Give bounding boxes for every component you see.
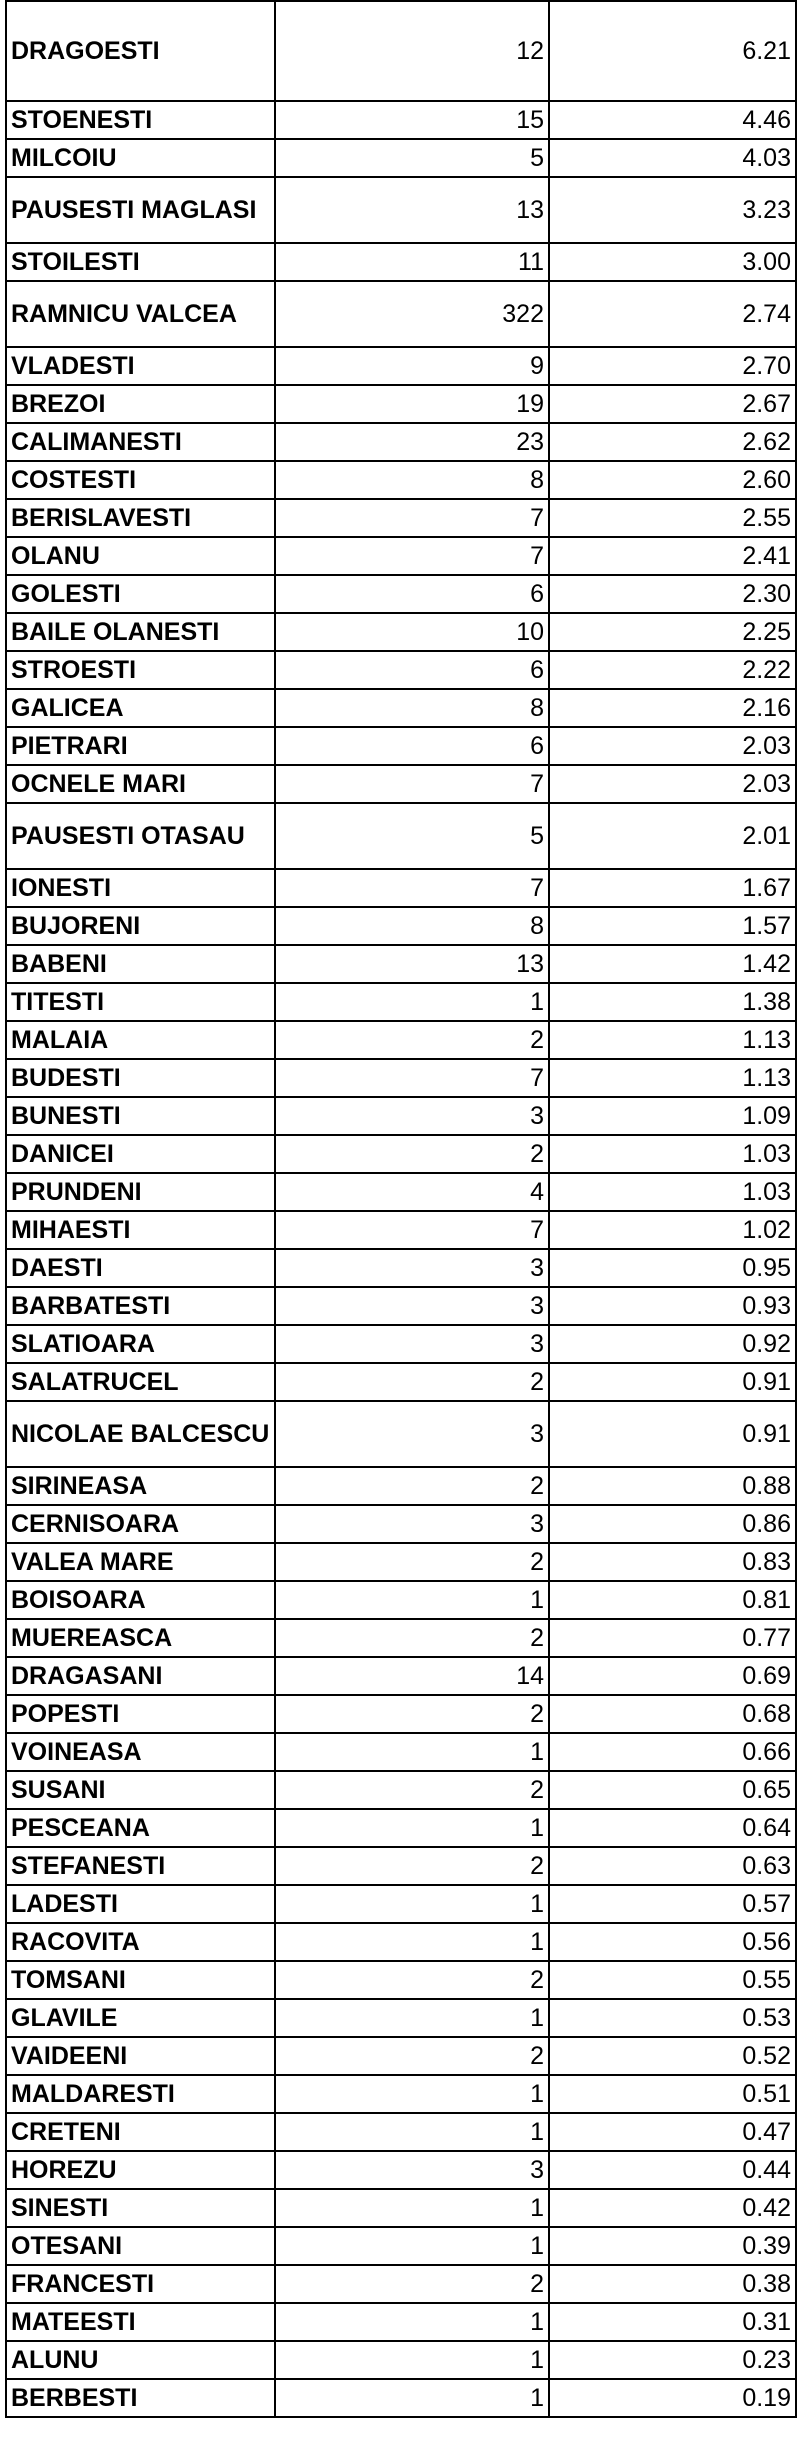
table-row <box>6 2379 796 2417</box>
count-cell: 3 <box>275 1505 549 1543</box>
table-row <box>6 1287 796 1325</box>
count-cell: 1 <box>275 1581 549 1619</box>
count-cell: 2 <box>275 1467 549 1505</box>
count-cell: 7 <box>275 869 549 907</box>
table-row <box>6 347 796 385</box>
table-row <box>6 1733 796 1771</box>
locality-name-cell: CERNISOARA <box>6 1505 275 1543</box>
table-row <box>6 1467 796 1505</box>
value-cell: 0.23 <box>549 2341 796 2379</box>
locality-name-cell: MATEESTI <box>6 2303 275 2341</box>
value-cell: 0.93 <box>549 1287 796 1325</box>
locality-name-cell: VOINEASA <box>6 1733 275 1771</box>
count-cell: 2 <box>275 1135 549 1173</box>
locality-name-cell: STROESTI <box>6 651 275 689</box>
count-cell: 2 <box>275 2265 549 2303</box>
table-row <box>6 1401 796 1467</box>
locality-name-cell: BERBESTI <box>6 2379 275 2417</box>
locality-name-cell: POPESTI <box>6 1695 275 1733</box>
count-cell: 8 <box>275 907 549 945</box>
table-row <box>6 1135 796 1173</box>
locality-name-cell: SINESTI <box>6 2189 275 2227</box>
count-cell: 7 <box>275 499 549 537</box>
table-row <box>6 1059 796 1097</box>
locality-name-cell: MUEREASCA <box>6 1619 275 1657</box>
count-cell: 6 <box>275 727 549 765</box>
value-cell: 1.09 <box>549 1097 796 1135</box>
count-cell: 9 <box>275 347 549 385</box>
locality-name-cell: SLATIOARA <box>6 1325 275 1363</box>
table-row <box>6 139 796 177</box>
locality-name-cell: MALDARESTI <box>6 2075 275 2113</box>
table-row <box>6 727 796 765</box>
table-row <box>6 2113 796 2151</box>
table-row <box>6 2303 796 2341</box>
table-row <box>6 575 796 613</box>
count-cell: 1 <box>275 1809 549 1847</box>
table-body <box>6 1 796 2417</box>
value-cell: 0.68 <box>549 1695 796 1733</box>
locality-name-cell: BARBATESTI <box>6 1287 275 1325</box>
value-cell: 0.66 <box>549 1733 796 1771</box>
count-cell: 2 <box>275 1543 549 1581</box>
value-cell: 0.56 <box>549 1923 796 1961</box>
locality-name-cell: VAIDEENI <box>6 2037 275 2075</box>
table-row <box>6 907 796 945</box>
locality-name-cell: BABENI <box>6 945 275 983</box>
table-row <box>6 1211 796 1249</box>
table-row <box>6 689 796 727</box>
value-cell: 0.65 <box>549 1771 796 1809</box>
value-cell: 0.64 <box>549 1809 796 1847</box>
value-cell: 0.55 <box>549 1961 796 1999</box>
count-cell: 1 <box>275 983 549 1021</box>
locality-name-cell: CRETENI <box>6 2113 275 2151</box>
locality-name-cell: OCNELE MARI <box>6 765 275 803</box>
count-cell: 7 <box>275 1059 549 1097</box>
locality-name-cell: CALIMANESTI <box>6 423 275 461</box>
count-cell: 2 <box>275 1961 549 1999</box>
value-cell: 0.92 <box>549 1325 796 1363</box>
locality-name-cell: PESCEANA <box>6 1809 275 1847</box>
count-cell: 2 <box>275 1771 549 1809</box>
table-row <box>6 1363 796 1401</box>
table-row <box>6 177 796 243</box>
count-cell: 2 <box>275 1363 549 1401</box>
table-row <box>6 2189 796 2227</box>
table-row <box>6 1999 796 2037</box>
value-cell: 2.74 <box>549 281 796 347</box>
count-cell: 1 <box>275 2303 549 2341</box>
value-cell: 2.41 <box>549 537 796 575</box>
value-cell: 0.63 <box>549 1847 796 1885</box>
count-cell: 1 <box>275 2379 549 2417</box>
count-cell: 2 <box>275 2037 549 2075</box>
value-cell: 0.53 <box>549 1999 796 2037</box>
count-cell: 12 <box>275 1 549 101</box>
locality-name-cell: DAESTI <box>6 1249 275 1287</box>
value-cell: 1.02 <box>549 1211 796 1249</box>
count-cell: 4 <box>275 1173 549 1211</box>
count-cell: 2 <box>275 1847 549 1885</box>
count-cell: 1 <box>275 1923 549 1961</box>
locality-name-cell: BREZOI <box>6 385 275 423</box>
locality-name-cell: MALAIA <box>6 1021 275 1059</box>
value-cell: 0.57 <box>549 1885 796 1923</box>
value-cell: 0.39 <box>549 2227 796 2265</box>
locality-name-cell: OLANU <box>6 537 275 575</box>
locality-name-cell: BAILE OLANESTI <box>6 613 275 651</box>
value-cell: 0.95 <box>549 1249 796 1287</box>
count-cell: 10 <box>275 613 549 651</box>
table-row <box>6 2075 796 2113</box>
value-cell: 2.03 <box>549 727 796 765</box>
locality-name-cell: HOREZU <box>6 2151 275 2189</box>
value-cell: 0.83 <box>549 1543 796 1581</box>
value-cell: 0.38 <box>549 2265 796 2303</box>
value-cell: 4.03 <box>549 139 796 177</box>
count-cell: 1 <box>275 1733 549 1771</box>
table-row <box>6 983 796 1021</box>
table-row <box>6 461 796 499</box>
locality-name-cell: PRUNDENI <box>6 1173 275 1211</box>
count-cell: 19 <box>275 385 549 423</box>
count-cell: 15 <box>275 101 549 139</box>
table-row <box>6 2227 796 2265</box>
locality-name-cell: RAMNICU VALCEA <box>6 281 275 347</box>
value-cell: 2.70 <box>549 347 796 385</box>
table-row <box>6 1505 796 1543</box>
table-row <box>6 1 796 101</box>
locality-name-cell: BUDESTI <box>6 1059 275 1097</box>
value-cell: 1.03 <box>549 1173 796 1211</box>
value-cell: 2.55 <box>549 499 796 537</box>
locality-name-cell: DANICEI <box>6 1135 275 1173</box>
locality-name-cell: STEFANESTI <box>6 1847 275 1885</box>
count-cell: 13 <box>275 177 549 243</box>
table-row <box>6 1249 796 1287</box>
table-row <box>6 1847 796 1885</box>
value-cell: 1.42 <box>549 945 796 983</box>
locality-name-cell: LADESTI <box>6 1885 275 1923</box>
value-cell: 2.25 <box>549 613 796 651</box>
locality-name-cell: STOENESTI <box>6 101 275 139</box>
locality-name-cell: STOILESTI <box>6 243 275 281</box>
count-cell: 2 <box>275 1619 549 1657</box>
table-row <box>6 1923 796 1961</box>
locality-name-cell: SUSANI <box>6 1771 275 1809</box>
value-cell: 2.01 <box>549 803 796 869</box>
locality-name-cell: PAUSESTI MAGLASI <box>6 177 275 243</box>
locality-name-cell: GALICEA <box>6 689 275 727</box>
value-cell: 2.62 <box>549 423 796 461</box>
locality-name-cell: DRAGOESTI <box>6 1 275 101</box>
table-row <box>6 1543 796 1581</box>
table-row <box>6 651 796 689</box>
table-row <box>6 1885 796 1923</box>
value-cell: 2.03 <box>549 765 796 803</box>
value-cell: 2.67 <box>549 385 796 423</box>
table-row <box>6 2341 796 2379</box>
count-cell: 2 <box>275 1021 549 1059</box>
data-table <box>5 0 797 2418</box>
value-cell: 4.46 <box>549 101 796 139</box>
locality-name-cell: TITESTI <box>6 983 275 1021</box>
value-cell: 0.51 <box>549 2075 796 2113</box>
table-row <box>6 1097 796 1135</box>
value-cell: 0.47 <box>549 2113 796 2151</box>
count-cell: 8 <box>275 461 549 499</box>
count-cell: 3 <box>275 1287 549 1325</box>
value-cell: 0.31 <box>549 2303 796 2341</box>
count-cell: 1 <box>275 2227 549 2265</box>
count-cell: 322 <box>275 281 549 347</box>
value-cell: 2.60 <box>549 461 796 499</box>
count-cell: 1 <box>275 1885 549 1923</box>
count-cell: 2 <box>275 1695 549 1733</box>
value-cell: 1.13 <box>549 1021 796 1059</box>
table-row <box>6 765 796 803</box>
table-row <box>6 1695 796 1733</box>
value-cell: 1.67 <box>549 869 796 907</box>
table-row <box>6 385 796 423</box>
locality-name-cell: SIRINEASA <box>6 1467 275 1505</box>
value-cell: 2.16 <box>549 689 796 727</box>
value-cell: 0.52 <box>549 2037 796 2075</box>
locality-name-cell: BUJORENI <box>6 907 275 945</box>
locality-name-cell: ALUNU <box>6 2341 275 2379</box>
count-cell: 14 <box>275 1657 549 1695</box>
table-row <box>6 281 796 347</box>
count-cell: 23 <box>275 423 549 461</box>
table-row <box>6 101 796 139</box>
count-cell: 7 <box>275 1211 549 1249</box>
locality-name-cell: IONESTI <box>6 869 275 907</box>
table-row <box>6 1657 796 1695</box>
value-cell: 1.13 <box>549 1059 796 1097</box>
locality-name-cell: PAUSESTI OTASAU <box>6 803 275 869</box>
locality-name-cell: RACOVITA <box>6 1923 275 1961</box>
count-cell: 1 <box>275 2075 549 2113</box>
table-row <box>6 945 796 983</box>
locality-name-cell: MILCOIU <box>6 139 275 177</box>
count-cell: 5 <box>275 139 549 177</box>
locality-name-cell: TOMSANI <box>6 1961 275 1999</box>
count-cell: 6 <box>275 651 549 689</box>
locality-name-cell: BUNESTI <box>6 1097 275 1135</box>
locality-name-cell: DRAGASANI <box>6 1657 275 1695</box>
table-row <box>6 1619 796 1657</box>
locality-name-cell: BERISLAVESTI <box>6 499 275 537</box>
table-row <box>6 2037 796 2075</box>
count-cell: 3 <box>275 1097 549 1135</box>
table-row <box>6 1021 796 1059</box>
value-cell: 3.00 <box>549 243 796 281</box>
value-cell: 0.86 <box>549 1505 796 1543</box>
value-cell: 0.81 <box>549 1581 796 1619</box>
table-row <box>6 537 796 575</box>
value-cell: 0.19 <box>549 2379 796 2417</box>
locality-name-cell: COSTESTI <box>6 461 275 499</box>
value-cell: 0.77 <box>549 1619 796 1657</box>
locality-name-cell: GOLESTI <box>6 575 275 613</box>
value-cell: 3.23 <box>549 177 796 243</box>
table-row <box>6 499 796 537</box>
value-cell: 6.21 <box>549 1 796 101</box>
locality-name-cell: MIHAESTI <box>6 1211 275 1249</box>
value-cell: 0.91 <box>549 1401 796 1467</box>
table-row <box>6 2265 796 2303</box>
table-row <box>6 1581 796 1619</box>
value-cell: 0.69 <box>549 1657 796 1695</box>
count-cell: 11 <box>275 243 549 281</box>
count-cell: 3 <box>275 1401 549 1467</box>
locality-name-cell: BOISOARA <box>6 1581 275 1619</box>
value-cell: 0.42 <box>549 2189 796 2227</box>
count-cell: 1 <box>275 2113 549 2151</box>
value-cell: 0.88 <box>549 1467 796 1505</box>
count-cell: 8 <box>275 689 549 727</box>
table-row <box>6 869 796 907</box>
locality-name-cell: SALATRUCEL <box>6 1363 275 1401</box>
value-cell: 1.38 <box>549 983 796 1021</box>
value-cell: 0.91 <box>549 1363 796 1401</box>
count-cell: 6 <box>275 575 549 613</box>
count-cell: 1 <box>275 1999 549 2037</box>
value-cell: 2.22 <box>549 651 796 689</box>
table-row <box>6 243 796 281</box>
count-cell: 3 <box>275 1325 549 1363</box>
table-row <box>6 1173 796 1211</box>
value-cell: 2.30 <box>549 575 796 613</box>
table-row <box>6 1325 796 1363</box>
value-cell: 1.03 <box>549 1135 796 1173</box>
locality-name-cell: VALEA MARE <box>6 1543 275 1581</box>
locality-name-cell: PIETRARI <box>6 727 275 765</box>
table-row <box>6 1809 796 1847</box>
table-row <box>6 1771 796 1809</box>
count-cell: 3 <box>275 1249 549 1287</box>
count-cell: 1 <box>275 2341 549 2379</box>
count-cell: 5 <box>275 803 549 869</box>
count-cell: 3 <box>275 2151 549 2189</box>
value-cell: 1.57 <box>549 907 796 945</box>
table-row <box>6 803 796 869</box>
count-cell: 7 <box>275 537 549 575</box>
locality-name-cell: FRANCESTI <box>6 2265 275 2303</box>
table-row <box>6 423 796 461</box>
locality-name-cell: GLAVILE <box>6 1999 275 2037</box>
locality-name-cell: NICOLAE BALCESCU <box>6 1401 275 1467</box>
locality-name-cell: OTESANI <box>6 2227 275 2265</box>
count-cell: 7 <box>275 765 549 803</box>
count-cell: 1 <box>275 2189 549 2227</box>
value-cell: 0.44 <box>549 2151 796 2189</box>
count-cell: 13 <box>275 945 549 983</box>
table-row <box>6 1961 796 1999</box>
table-row <box>6 2151 796 2189</box>
table-row <box>6 613 796 651</box>
locality-name-cell: VLADESTI <box>6 347 275 385</box>
